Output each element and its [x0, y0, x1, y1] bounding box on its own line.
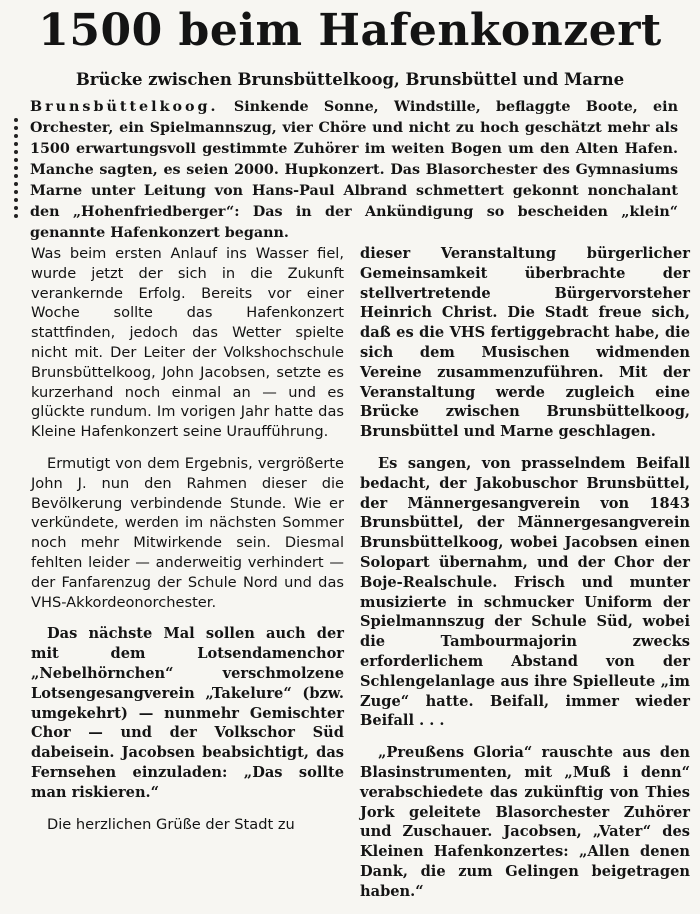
left-paragraph-4: Die herzlichen Grüße der Stadt zu — [47, 815, 295, 833]
right-paragraph-3: „Preußens Gloria“ rauschte aus den Blasinstrumenten, mit „Muß i denn“ verabschiedete das zukünftig von Thies Jork geleitete Blasorchester Zuhörer und Zuschauer. Jacobsen, „Vater“ des Kleinen Hafenkonzertes: „Allen denen Dank, die zum Gelingen beigetragen haben.“ — [360, 744, 690, 900]
left-paragraph-2: Ermutigt von dem Ergebnis, vergrößerte John J. nun den Rahmen dieser die Bevölkerung verbindende Stunde. Wie er verkündete, werden im nächsten Sommer noch mehr Mitwirkende sein. Diesmal fehlten leider — anderweitig verhindert — der Fanfarenzug der Schule Nord und das VHS-Akkordeonorchester. — [31, 454, 344, 611]
right-paragraph-2: Es sangen, von prasselndem Beifall bedacht, der Jakobuschor Brunsbüttel, der Männergesangverein von 1843 Brunsbüttel, der Männergesangverein Brunsbüttelkoog, wobei Jacobsen einen Solopart übernahm, und der Chor der Boje-Realschule. Frisch und munter musizierte in schmucker Uniform der Spielmannszug der Schule Süd, wobei die Tambourmajorin zwecks erforderlichem Abstand von der Schlengelanlage aus ihre Spielleute „im Zuge“ hatte. Beifall, immer wieder Beifall . . . — [360, 454, 690, 730]
left-paragraph-1: Was beim ersten Anlauf ins Wasser fiel, wurde jetzt der sich in die Zukunft verankernde Erfolg. Bereits vor einer Woche sollte das Hafenkonzert stattfinden, jedoch das Wetter spielte nicht mit. Der Leiter der Volkshochschule Brunsbüttelkoog, John Jacobsen, setzte es kurzerhand noch einmal an — und es glückte rundum. Im vorigen Jahr hatte das Kleine Hafenkonzert seine Uraufführung. — [31, 245, 344, 441]
subtitle: Brücke zwischen Brunsbüttelkoog, Brunsbüttel und Marne — [75, 70, 625, 89]
lead-paragraph — [30, 97, 678, 244]
lead-dot-marker — [14, 118, 20, 218]
dateline: Brunsbüttelkoog. — [30, 99, 219, 115]
lead-text: Sinkende Sonne, Windstille, beflaggte Boote, ein Orchester, ein Spielmannszug, vier Chöre und nicht zu hoch geschätzt mehr als 1500 erwartungsvoll gestimmte Zuhörer im weiten Bogen um den Alten Hafen. Manche sagten, es seien 2000. Hupkonzert. Das Blasorchester des Gymnasiums Marne unter Leitung von Hans-Paul Albrand schmettert gekonnt nonchalant den „Hohenfriedberger“: Das in der Ankündigung so bescheiden „klein“ genannte Hafenkonzert begann. — [30, 99, 678, 241]
headline: 1500 beim Hafenkonzert — [38, 5, 662, 56]
right-column — [360, 244, 690, 914]
left-paragraph-3: Das nächste Mal sollen auch der mit dem Lotsendamenchor „Nebelhörnchen“ verschmolzene Lotsengesangverein „Takelure“ (bzw. umgekehrt) — nunmehr Gemischter Chor — und der Volkschor Süd dabeisein. Jacobsen beabsichtigt, das Fernsehen einzuladen: „Das sollte man riskieren.“ — [31, 625, 344, 801]
left-column — [31, 244, 344, 846]
right-paragraph-1: dieser Veranstaltung bürgerlicher Gemeinsamkeit überbrachte der stellvertretende Bürgervorsteher Heinrich Christ. Die Stadt freue sich, daß es die VHS fertiggebracht habe, die sich dem Musischen widmenden Vereine zusammenzuführen. Mit der Veranstaltung werde zugleich eine Brücke zwischen Brunsbüttelkoog, Brunsbüttel und Marne geschlagen. — [360, 245, 690, 441]
